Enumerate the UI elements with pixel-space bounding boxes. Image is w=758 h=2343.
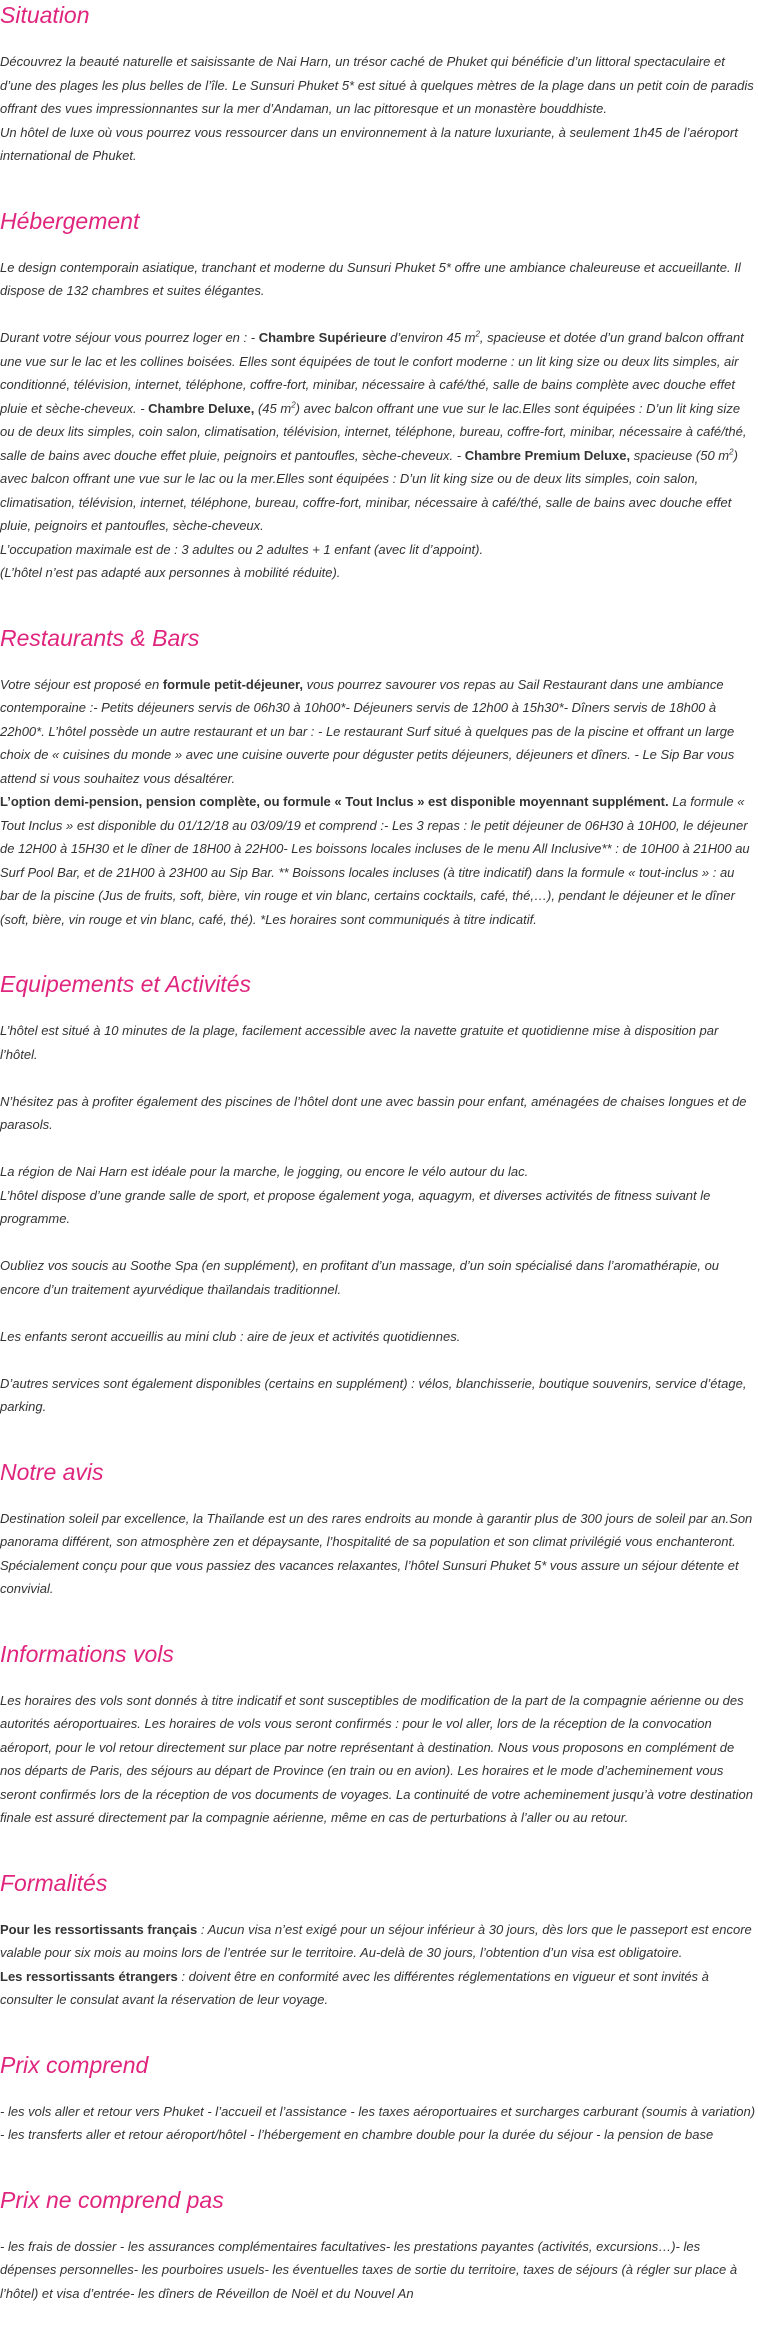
room-type-premium-deluxe: Chambre Premium Deluxe, <box>464 447 631 463</box>
text-fragment: La formule « Tout Inclus » est disponible du 01/12/18 au 03/09/19 et comprend :- Les 3 repas : le petit déjeuner de 06H30 à 10H00, le déjeuner de 12H00 à 15H30 et le dîner de 18H00 à 22H00- Les boissons locales incluses de le menu All Inclusive** : de 10H00 à 21H00 au Surf Pool Bar, et de 21H00 à 23H00 au Sip Bar. ** Boissons locales incluses (à titre indicatif) dans la formule « tout-inclus » : au bar de la piscine (Jus de fruits, soft, bière, vin rouge et vin blanc, certains cocktails, café, thé,…), pendant le déjeuner et le dîner (soft, bière, vin rouge et vin blanc, café, thé). *Les horaires sont communiqués à titre indicatif. <box>0 794 750 927</box>
section-title-informations-vols: Informations vols <box>0 1640 174 1667</box>
room-type-superieure: Chambre Supérieure <box>258 330 387 345</box>
equipements-paragraph: La région de Nai Harn est idéale pour la marche, le jogging, ou encore le vélo autour du lac. <box>0 1164 529 1179</box>
section-informations-vols <box>0 1639 756 1830</box>
spacer <box>0 303 756 327</box>
equipements-paragraph: Oubliez vos soucis au Soothe Spa (en supplément), en profitant d’un massage, d’un soin spécialisé dans l’aromathérapie, ou encore d’un traitement ayurvédique thaïlandais traditionnel. <box>0 1258 720 1297</box>
restaurants-paragraph <box>0 790 756 931</box>
section-hebergement <box>0 206 756 585</box>
section-formalites <box>0 1868 756 2012</box>
section-title-situation: Situation <box>0 2 90 28</box>
hebergement-intro: Le design contemporain asiatique, tranchant et moderne du Sunsuri Phuket 5* offre une ambiance chaleureuse et accueillante. Il dispose de 132 chambres et suites élégantes. <box>0 259 741 298</box>
section-title-hebergement: Hébergement <box>0 207 140 234</box>
text-fragment: d’environ 45 m <box>386 330 476 345</box>
spacer <box>0 1301 756 1325</box>
prix-ne-comprend-paragraph: - les frais de dossier - les assurances complémentaires facultatives- les prestations payantes (activités, excursions…)- les dépenses personnelles- les pourboires usuels- les éventuelles taxes de sortie du territoire, taxes de séjours (à régler sur place à l’hôtel) et visa d’entrée- les dîners de Réveillon de Noël et du Nouvel An <box>0 2238 738 2301</box>
formula-label: formule petit-déjeuner, <box>162 676 303 692</box>
section-restaurants <box>0 623 756 932</box>
section-title-equipements: Equipements et Activités <box>0 971 251 997</box>
spacer <box>0 1348 756 1372</box>
equipements-paragraph: N’hésitez pas à profiter également des piscines de l’hôtel dont une avec bassin pour enfant, aménagées de chaises longues et de parasols. <box>0 1093 747 1132</box>
text-fragment: (45 m <box>254 400 292 416</box>
section-title-formalites: Formalités <box>0 1869 108 1896</box>
text-fragment: , spacieuse et dotée d’un grand balcon offrant une vue sur le lac et les collines boisées. Elles sont équipées de tout le confort moderne : un lit king size ou deux lits simples, air conditionné, télévision, internet, téléphone, coffre-fort, minibar, nécessaire à café/thé, salle de bains complète avec douche effet pluie et sèche-cheveux. - <box>0 330 744 416</box>
section-prix-comprend <box>0 2050 756 2147</box>
section-notre-avis <box>0 1457 756 1601</box>
section-title-prix-comprend: Prix comprend <box>0 2051 149 2078</box>
formalites-label-etrangers: Les ressortissants étrangers <box>0 1968 178 1984</box>
equipements-paragraph: D’autres services sont également disponibles (certains en supplément) : vélos, blanchisserie, boutique souvenirs, service d’étage, parking. <box>0 1375 747 1414</box>
room-type-deluxe: Chambre Deluxe, <box>148 400 255 416</box>
equipements-paragraph: L’hôtel est situé à 10 minutes de la plage, facilement accessible avec la navette gratuite et quotidienne mise à disposition par l’hôtel. <box>0 1023 719 1062</box>
restaurants-paragraph <box>0 673 756 791</box>
section-equipements <box>0 969 756 1419</box>
hebergement-occupation: L’occupation maximale est de : 3 adultes ou 2 adultes + 1 enfant (avec lit d’appoint). <box>0 541 484 557</box>
formalites-label-francais: Pour les ressortissants français <box>0 1921 198 1937</box>
equipements-paragraph: Les enfants seront accueillis au mini club : aire de jeux et activités quotidiennes. <box>0 1328 461 1344</box>
situation-paragraph: Un hôtel de luxe où vous pourrez vous ressourcer dans un environnement à la nature luxuriante, à seulement 1h45 de l’aéroport international de Phuket. <box>0 124 738 163</box>
vols-paragraph: Les horaires des vols sont donnés à titre indicatif et sont susceptibles de modification de la part de la compagnie aérienne ou des autorités aéroportuaires. Les horaires de vols vous seront confirmés : pour le vol aller, lors de la réception de la convocation aéroport, pour le vol retour directement sur place par notre représentant à destination. Nous vous proposons en complément de nos départs de Paris, des séjours au départ de Province (en train ou en avion). Les horaires et le mode d’acheminement vous seront confirmés lors de la réception de vos documents de voyages. La continuité de votre acheminement jusqu’à votre destination finale est assuré directement par la compagnie aérienne, même en cas de perturbations à l’aller ou au retour. <box>0 1692 753 1825</box>
text-fragment: Votre séjour est proposé en <box>0 676 163 692</box>
section-situation <box>0 0 756 168</box>
option-label: L’option demi-pension, pension complète, ou formule « Tout Inclus » est disponible moyennant supplément. <box>0 794 669 809</box>
formalites-paragraph <box>0 1965 756 2012</box>
superscript: 2 <box>475 329 480 339</box>
text-fragment: : doivent être en conformité avec les différentes réglementations en vigueur et sont invités à consulter le consulat avant la réservation de leur voyage. <box>0 1968 709 2007</box>
equipements-paragraph: L’hôtel dispose d’une grande salle de sport, et propose également yoga, aquagym, et diverses activités de fitness suivant le programme. <box>0 1187 711 1226</box>
text-fragment: ) avec balcon offrant une vue sur le lac ou la mer.Elles sont équipées : D’un lit king size ou de deux lits simples, coin salon, climatisation, télévision, internet, téléphone, bureau, coffre-fort, minibar, nécessaire à café/thé, salle de bains avec douche effet pluie, peignoirs et pantoufles, sèche-cheveux. <box>0 447 738 533</box>
hebergement-rooms <box>0 326 756 538</box>
situation-paragraph: Découvrez la beauté naturelle et saisissante de Nai Harn, un trésor caché de Phuket qui bénéficie d’un littoral spectaculaire et d’une des plages les plus belles de l’île. Le Sunsuri Phuket 5* est situé à quelques mètres de la plage dans un petit coin de paradis offrant des vues impressionnantes sur la mer d’Andaman, un lac pittoresque et un monastère bouddhiste. <box>0 54 754 116</box>
formalites-paragraph <box>0 1918 756 1965</box>
text-fragment: vous pourrez savourer vos repas au Sail Restaurant dans une ambiance contemporaine :- Petits déjeuners servis de 06h30 à 10h00*- Déjeuners servis de 12h00 à 15h30*- Dîners servis de 18h00 à 22h00*. L’hôtel possède un autre restaurant et un bar : - Le restaurant Surf situé à quelques pas de la piscine et offrant un large choix de « cuisines du monde » avec une cuisine ouverte pour déguster petits déjeuners, déjeuners et dîners. - Le Sip Bar vous attend si vous souhaitez vous désaltérer. <box>0 676 735 786</box>
superscript: 2 <box>291 400 296 410</box>
text-fragment: : Aucun visa n’est exigé pour un séjour inférieur à 30 jours, dès lors que le passeport est encore valable pour six mois au moins lors de l’entrée sur le territoire. Au-delà de 30 jours, l’obtention d’un visa est obligatoire. <box>0 1921 752 1960</box>
spacer <box>0 1137 756 1161</box>
section-title-notre-avis: Notre avis <box>0 1458 104 1485</box>
text-fragment: Durant votre séjour vous pourrez loger en : - <box>0 330 259 345</box>
section-title-prix-ne-comprend: Prix ne comprend pas <box>0 2186 224 2213</box>
hebergement-accessibility: (L’hôtel n’est pas adapté aux personnes à mobilité réduite). <box>0 565 341 580</box>
prix-comprend-paragraph: - les vols aller et retour vers Phuket - l’accueil et l’assistance - les taxes aéroportuaires et surcharges carburant (soumis à variation) - les transferts aller et retour aéroport/hôtel - l’hébergement en chambre double pour la durée du séjour - la pension de base <box>0 2103 756 2142</box>
text-fragment: ) avec balcon offrant une vue sur le lac.Elles sont équipées : D’un lit king size ou de deux lits simples, coin salon, climatisation, télévision, internet, téléphone, bureau, coffre-fort, minibar, nécessaire à café/thé, salle de bains avec douche effet pluie, peignoirs et pantoufles, sèche-cheveux. - <box>0 400 747 463</box>
spacer <box>0 1231 756 1255</box>
section-title-restaurants: Restaurants & Bars <box>0 624 200 651</box>
spacer <box>0 1066 756 1090</box>
avis-paragraph: Destination soleil par excellence, la Thaïlande est un des rares endroits au monde à garantir plus de 300 jours de soleil par an.Son panorama différent, son atmosphère zen et dépaysante, l’hospitalité de sa population et son climat privilégié vous enchanteront. Spécialement conçu pour que vous passiez des vacances relaxantes, l’hôtel Sunsuri Phuket 5* vous assure un séjour détente et convivial. <box>0 1510 753 1596</box>
text-fragment: spacieuse (50 m <box>630 447 730 463</box>
section-prix-ne-comprend <box>0 2185 756 2306</box>
superscript: 2 <box>729 447 734 457</box>
